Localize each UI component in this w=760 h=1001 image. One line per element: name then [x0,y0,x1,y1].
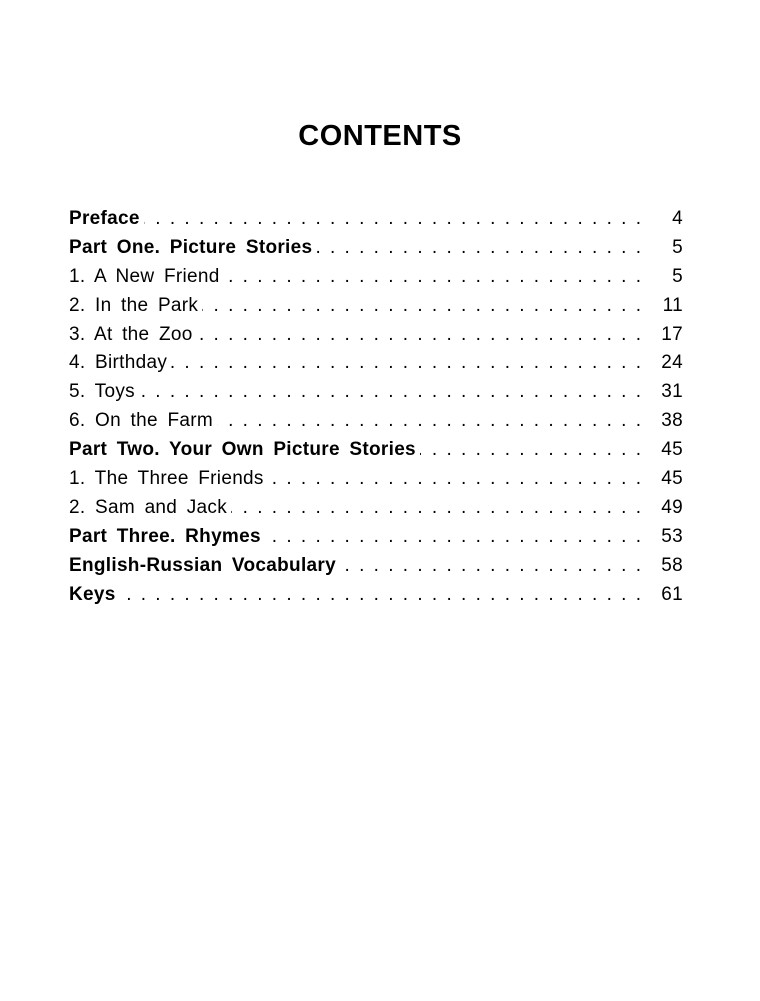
toc-dot-leader [197,321,641,350]
toc-dot-leader [231,494,641,523]
toc-entry-label: 1. The Three Friends [69,468,264,490]
toc-dot-leader [144,205,641,234]
toc-entry-label: 5. Toys [69,381,135,403]
toc-entry[interactable] [69,494,683,523]
toc-entry-label: Part Three. Rhymes [69,525,261,547]
toc-dot-leader [420,436,641,465]
toc-entry-label: Preface [69,208,140,229]
toc-entry-page-number: 38 [661,410,683,432]
toc-entry-label: English-Russian Vocabulary [69,554,336,576]
toc-entry-label: 3. At the Zoo [69,323,193,345]
toc-entry[interactable] [69,523,683,552]
toc-entry-page-number: 17 [661,323,683,345]
toc-entry-label: 2. In the Park [69,294,199,316]
toc-entry-label: 2. Sam and Jack [69,496,228,518]
toc-entry[interactable] [69,349,683,378]
toc-entry-page-number: 49 [661,496,683,518]
toc-dot-leader [224,263,641,292]
toc-entry-page-number: 61 [661,583,683,605]
page-title: CONTENTS [298,120,462,152]
toc-dot-leader [340,552,641,581]
toc-dot-leader [217,407,641,436]
toc-entry-page-number: 5 [672,236,683,258]
toc-entry-page-number: 53 [661,525,683,547]
toc-entry-page-number: 45 [661,468,683,490]
toc-entry-label: Part Two. Your Own Picture Stories [69,439,416,461]
toc-dot-leader [268,465,641,494]
toc-entry[interactable] [69,263,683,292]
toc-dot-leader [265,523,641,552]
toc-dot-leader [171,349,641,378]
toc-entry-page-number: 11 [662,294,683,316]
toc-entry[interactable] [69,552,683,581]
toc-entry-label: Keys [69,583,116,605]
toc-entry-label: Part One. Picture Stories [69,236,313,258]
toc-entry-label: 1. A New Friend [69,265,220,287]
toc-entry[interactable] [69,465,683,494]
toc-entry[interactable] [69,321,683,350]
toc-entry[interactable] [69,378,683,407]
toc-entry-page-number: 24 [661,352,683,374]
toc-entry-label: 4. Birthday [69,352,168,374]
toc-entry[interactable] [69,292,683,321]
toc-entry-page-number: 58 [661,554,683,576]
toc-dot-leader [120,581,641,610]
toc-entry-page-number: 5 [672,265,683,287]
toc-entry[interactable] [69,205,683,234]
toc-entry[interactable] [69,436,683,465]
toc-entry[interactable] [69,407,683,436]
toc-dot-leader [139,378,641,407]
toc-entry[interactable] [69,581,683,610]
table-of-contents [69,205,683,609]
toc-dot-leader [202,292,641,321]
toc-entry-page-number: 4 [672,208,683,229]
toc-entry-page-number: 45 [661,439,683,461]
toc-entry-page-number: 31 [661,381,683,403]
toc-entry-label: 6. On the Farm [69,410,213,432]
toc-dot-leader [316,234,641,263]
toc-entry[interactable] [69,234,683,263]
